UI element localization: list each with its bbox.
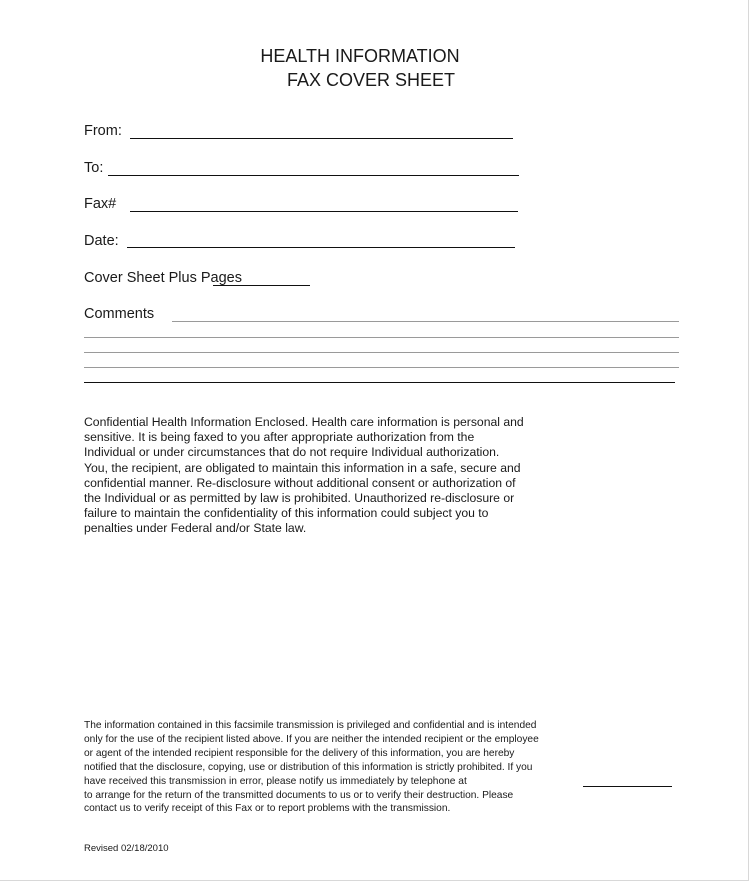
confidential-notice xyxy=(84,415,554,537)
fax-field[interactable] xyxy=(130,211,518,212)
pages-field[interactable] xyxy=(213,285,310,286)
comments-line-5[interactable] xyxy=(84,382,675,383)
date-field[interactable] xyxy=(127,247,515,248)
comments-line-1[interactable] xyxy=(172,321,679,322)
disclaimer-line: or agent of the intended recipient responsible for the delivery of this information, you are hereby xyxy=(84,747,515,759)
disclaimer-line: have received this transmission in error, please notify us immediately by telephone at xyxy=(84,775,467,787)
confidential-line: Individual or under circumstances that do not require Individual authorization. xyxy=(84,445,500,460)
from-field[interactable] xyxy=(130,138,513,139)
revised-date: Revised 02/18/2010 xyxy=(84,843,169,854)
comments-line-3[interactable] xyxy=(84,352,679,353)
fax-label: Fax# xyxy=(84,196,117,212)
disclaimer-line: The information contained in this facsimile transmission is privileged and confidential and is intended xyxy=(84,720,537,731)
disclaimer-line: only for the use of the recipient listed above. If you are neither the intended recipient or the employee xyxy=(84,733,539,745)
confidential-line: penalties under Federal and/or State law. xyxy=(84,521,307,536)
disclaimer-line: notified that the disclosure, copying, use or distribution of this information is strictly prohibited. If you xyxy=(84,761,533,773)
disclaimer-line: to arrange for the return of the transmitted documents to us or to verify their destruction. Please xyxy=(84,789,514,801)
confidential-line: confidential manner. Re-disclosure without additional consent or authorization of xyxy=(84,475,516,490)
confidential-line: You, the recipient, are obligated to maintain this information in a safe, secure and xyxy=(84,460,521,475)
comments-label: Comments xyxy=(84,306,155,322)
title-line-1: HEALTH INFORMATION xyxy=(260,46,460,66)
to-field[interactable] xyxy=(108,175,519,176)
confidential-line: failure to maintain the confidentiality of this information could subject you to xyxy=(84,506,489,521)
confidential-line: the Individual or as permitted by law is prohibited. Unauthorized re-disclosure or xyxy=(84,491,515,506)
comments-line-2[interactable] xyxy=(84,337,679,338)
confidential-line: Confidential Health Information Enclosed. Health care information is personal and xyxy=(84,415,524,429)
pages-label: Cover Sheet Plus Pages xyxy=(84,270,242,286)
disclaimer xyxy=(84,719,604,816)
disclaimer-line: contact us to verify receipt of this Fax or to report problems with the transmission. xyxy=(84,803,451,815)
to-label: To: xyxy=(84,160,104,176)
date-label: Date: xyxy=(84,233,119,249)
comments-line-4[interactable] xyxy=(84,367,679,368)
from-label: From: xyxy=(84,123,122,139)
confidential-line: sensitive. It is being faxed to you after appropriate authorization from the xyxy=(84,430,475,445)
title-line-2: FAX COVER SHEET xyxy=(286,70,456,90)
telephone-field[interactable] xyxy=(583,786,672,787)
